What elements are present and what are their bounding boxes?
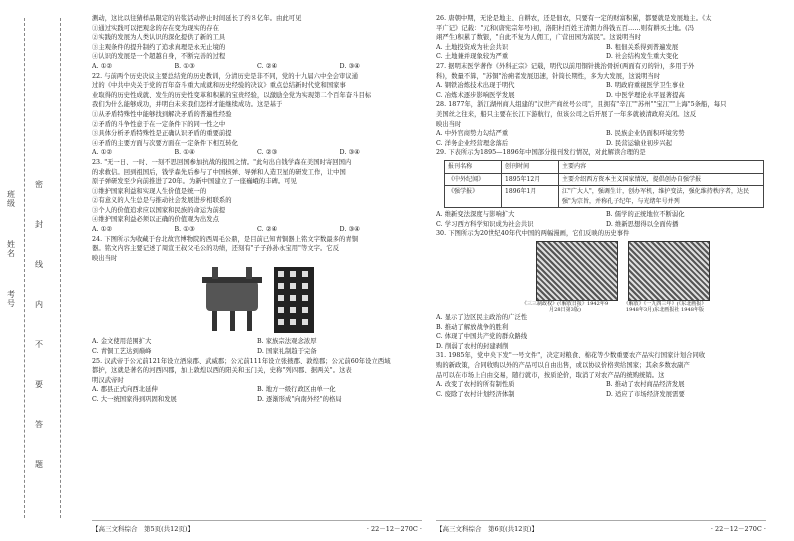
q31-line: 购的新政策，合同收购以外的产品可以自由出售，或以协议价格卖给国家；其余多数农副产 (436, 362, 690, 370)
option-c[interactable]: C. 冶炼术逐步影响医学发展 (436, 91, 515, 99)
option-c[interactable]: C. 青铜工艺达到巅峰 (92, 348, 152, 356)
q28-line: 映出当时 (436, 120, 462, 128)
option-a[interactable]: A. 改变了农村的所有制性质 (436, 381, 515, 389)
option-d[interactable]: D. 维新思想得以全面传播 (606, 220, 679, 228)
q29-line: 29. 下表所示为1895—1896年中国部分报刊发行情况，对此解读合理的是 (436, 149, 646, 157)
q28-line: 28. 1877年，浙江湖州商人组建的"汉世产商丝号公司"，且拥有"辛江""苏州""宝江""上海"5条船，每只 (436, 101, 727, 109)
margin-seal-5: 不 (35, 340, 43, 349)
q23-line: 23. "无一日、一时、一刻不思回国参加抗战的报国之情。"此句出自钱学森在美国时寄回国内 (92, 158, 352, 166)
bronze-ding-image (200, 267, 264, 333)
q23-stmt: ①维护国家利益和实现人生价值是统一的 (92, 187, 207, 195)
q21-line: 测动，这比以往猜样品限定的岩浆活动停止时间延长了约８亿年。由此可见 (92, 15, 302, 22)
cartoon-image-1 (536, 241, 618, 301)
q30-line: 30. 下图所示为20世纪40年代中国的两幅漫画，它们反映的历史事件 (436, 230, 630, 238)
q31-line: 31. 1985年，党中央下发"一号文件"，决定对粮食、棉花等少数重要农产品实行国家计划合同收 (436, 352, 706, 360)
page-6-column (436, 14, 776, 399)
q26-options (436, 43, 776, 62)
option-c[interactable]: C. 洋务企业经营理念落后 (436, 139, 509, 147)
q30-figures (536, 241, 776, 301)
page-6-footer (436, 520, 766, 533)
binding-margin (0, 0, 72, 541)
option-a[interactable]: A. 钢铁冶炼技术出现于明代 (436, 82, 515, 90)
table-row (445, 173, 764, 186)
q28-line: 美国丝之往来，船只主要在长江下游航行，但该公司之后开展了一年多就被清政府关闭。这反 (436, 110, 697, 118)
q26-line: 26. 唐朝中期，无论是地主、自耕农，还是佃农，只要有一定的财富积累，都要就是发展地主。《太 (436, 15, 712, 22)
q31-line: 品可以在市场上自由交易，随行就市，按质论价，取消了对农产品的统购统销。这 (436, 371, 665, 379)
option-c[interactable]: C. ②③ (257, 149, 278, 157)
option-b[interactable]: B. ①③ (174, 62, 195, 70)
option-a[interactable]: A. 土地投资成为社会共识 (436, 43, 509, 51)
page-6-code: · 22－12－270C · (710, 525, 766, 533)
margin-label-class: 班级 (7, 190, 15, 208)
margin-seal-6: 要 (35, 380, 43, 389)
margin-seal-2: 封 (35, 220, 43, 229)
page-5-column (92, 14, 422, 405)
q21-stmt: ②实践的发展为人类认识的深化提供了新的工具 (92, 34, 226, 42)
q25-line: 都护，这就是著名的河西四郡，加上敦煌以西的阳关和玉门关，史称"列四郡、据两关"。这表 (92, 367, 352, 375)
option-d[interactable]: D. 逐渐形成"向南外经"的格局 (257, 396, 342, 403)
q27-options (436, 81, 776, 100)
page-5-footer (92, 520, 422, 533)
q24-options (92, 337, 422, 356)
page-5-number: 【高三文科综合 第5页(共12页)】 (92, 525, 194, 533)
option-b[interactable]: B. 儒学的正统地位不断弱化 (606, 211, 685, 219)
option-c[interactable]: C. 大一统国家得到巩固和发展 (92, 396, 177, 403)
margin-dash-line (24, 18, 25, 518)
q23-line: 原子弹研发至少向前推进了20年。为新中国建立了一座巍峨的丰碑。可见 (92, 178, 297, 186)
table-cell: 主要介绍西方资本主义国家情况，提倡创办自强学报 (559, 173, 764, 186)
cartoon-image-2 (628, 241, 710, 301)
option-b[interactable]: B. 地方一级行政区由单一化 (257, 386, 336, 394)
option-c[interactable]: C. 废除了农村计划经济体制 (436, 390, 515, 398)
option-a[interactable]: A. 中外官商势力勾结严重 (436, 130, 509, 138)
cartoon-caption-2: 《解放》《一九四三年》(《东北画报》1948年3月)东北画报社 1948年版 (623, 301, 707, 314)
option-b[interactable]: B. 明政府重视医学卫生事业 (606, 82, 685, 90)
q26-line: 平广记》记载："元和(唐宪宗年号)初，洛阳村百姓王清佣力得钱五百……则有耕买土地。(冯 (436, 24, 694, 32)
option-a[interactable]: A. ①② (92, 226, 113, 234)
q22-line: 过的《中共中央关于党的百年奋斗重大成就和历史经验的决议》重点总结新时代党和国家事 (92, 82, 346, 90)
option-b[interactable]: B. 推动了农村商品经济发展 (606, 381, 685, 389)
margin-seal-7: 答 (35, 420, 43, 429)
q22-stmt: ④矛盾的主要方面与次要方面在一定条件下相互转化 (92, 139, 238, 147)
margin-dash-line (60, 18, 61, 518)
page-6-number: 【高三文科综合 第6页(共12页)】 (436, 525, 538, 533)
option-c[interactable]: C. ②④ (257, 226, 278, 234)
q31-options (436, 380, 776, 399)
option-c[interactable]: C. 土地兼并现象较为严重 (436, 53, 509, 61)
option-c[interactable]: C. ②④ (257, 62, 278, 70)
table-header-row (445, 160, 764, 173)
inscription-rubbing-image (274, 267, 314, 333)
option-d[interactable]: D. 中医学理论水平显著提高 (606, 91, 685, 99)
option-d[interactable]: D. ③④ (339, 149, 360, 157)
q30-option[interactable]: B. 推动了解放战争的胜利 (436, 323, 509, 331)
q24-figure (92, 265, 422, 335)
q24-line: 映出当时 (92, 254, 118, 262)
table-header: 报刊名称 (445, 160, 502, 173)
option-d[interactable]: D. 适应了市场经济发展需要 (606, 390, 685, 398)
q24-line: 24. 下图所示为收藏于台北故宫博物院的西周毛公鼎，是目前已知青铜器上铭文字数最多的青铜 (92, 235, 359, 243)
q26-line: 翊严生)积累了数银，"自此不复为人佣工，广营田园为富民"。这说明当时 (436, 34, 642, 42)
q23-options (92, 225, 422, 235)
q22-stmt: ①从矛盾特殊性中能够找到解决矛盾的普遍性经验 (92, 110, 232, 118)
q22-line: 22. 与前两个历史决议主要总结党的历史教训，分清历史是非不同，党的十九届六中全会审议通 (92, 72, 359, 80)
q22-line: 我们为什么能够成功，并明白未来我们怎样才能继续成功。这是基于 (92, 101, 283, 109)
q23-line: 的求救信。回到祖国后，钱学森先后参与了中国核弹、导弹和人造卫星的研发工作，让中国 (92, 168, 346, 176)
q22-stmt: ②矛盾的斗争性意于在一定条件下的同一性之中 (92, 120, 226, 128)
q23-stmt: ②有意义的人生总是与推动社会发展进步相联系的 (92, 197, 232, 205)
newspaper-table (444, 160, 764, 208)
table-cell: 《强学报》 (445, 186, 502, 208)
q28-options (436, 129, 776, 148)
option-a[interactable]: A. 郡县正式向西北延伸 (92, 386, 158, 394)
table-cell: 1896年1月 (502, 186, 559, 208)
margin-seal-4: 内 (35, 300, 43, 309)
margin-seal-1: 密 (35, 180, 43, 189)
table-cell: 《中外纪闻》 (445, 173, 502, 186)
table-cell: 1895年12月 (502, 173, 559, 186)
cartoon-caption-1: 《三三制政权》(《解放日报》1942年9月28日第3版) (521, 301, 609, 314)
option-b[interactable]: B. ①④ (174, 149, 195, 157)
q21-stmt: ③主观条件的提升制约了追求真理是永无止境的 (92, 43, 226, 51)
option-a[interactable]: A. ①② (92, 149, 113, 157)
q30-option[interactable]: A. 显示了边区民主政治的广泛性 (436, 314, 528, 322)
option-d[interactable]: D. 国家礼制趋于完备 (257, 348, 317, 356)
option-d[interactable]: D. ③④ (339, 62, 360, 70)
option-c[interactable]: C. 学习西方科学知识成为社会共识 (436, 220, 534, 228)
q30-captions (520, 301, 776, 313)
q22-line: 业取得的历史性成就、发生的历史性变革和积累的宝贵经验，以激励全党为实现第二个百年奋斗目标 (92, 91, 372, 99)
table-row (445, 186, 764, 208)
table-header: 创刊时间 (502, 160, 559, 173)
option-b[interactable]: B. ①③ (174, 226, 195, 234)
q23-stmt: ③个人的价值追求应以国家和民族的命运为前提 (92, 206, 226, 214)
option-b[interactable]: B. 民族企业仍面积环境劣势 (606, 130, 685, 138)
q22-options (92, 148, 422, 158)
q25-line: 明汉武帝时 (92, 376, 124, 384)
table-header: 主要内容 (559, 160, 764, 173)
option-a[interactable]: A. ①② (92, 62, 113, 70)
margin-label-name: 姓名 (7, 240, 15, 258)
margin-label-id: 考号 (7, 290, 15, 308)
q21-stmt: ④认识的发展是一个超越自身，不断完善的过程 (92, 53, 226, 61)
q21-options (92, 62, 422, 72)
option-a[interactable]: A. 金文使用范围扩大 (92, 338, 152, 346)
q22-stmt: ③具体分析矛盾特殊性是正确认识矛盾的重要前提 (92, 130, 232, 138)
q30-option[interactable]: C. 体现了中国共产党的群众路线 (436, 333, 528, 341)
q21-stmt: ①通过实践可以把观念的存在变为现实的存在 (92, 24, 219, 32)
option-b[interactable]: B. 家族宗法观念浓厚 (257, 338, 317, 346)
option-b[interactable]: B. 租佃关系得到普遍发展 (606, 43, 679, 51)
q27-line: 27. 据明末医学著作《外科正宗》记载，明代以前用铜针挑治骨折(两面有刃的针)，多用于外 (436, 62, 695, 70)
option-a[interactable]: A. 维新变法深度与影响扩大 (436, 211, 515, 219)
q29-options (436, 210, 776, 229)
margin-seal-3: 线 (35, 260, 43, 269)
q25-options (92, 385, 422, 404)
q27-line: 科)，数量不算，"苏铜"治痈者发展迅速，针筒长期性，多为大发展，这说明当时 (436, 72, 661, 80)
q25-line: 25. 汉武帝于公元前121年设立酒泉郡、武威郡；公元前111年设立张掖郡、敦煌郡；公元前60年设立西域 (92, 357, 391, 365)
option-d[interactable]: D. ③④ (339, 226, 360, 234)
page-5-code: · 22－12－270C · (366, 525, 422, 533)
option-d[interactable]: D. 民营运输业初步兴起 (606, 139, 673, 147)
q24-line: 器。铭文内容主要记述了周宣王叔父毛公的功绩，还刻有"子子孙孙永宝用"等文字。它反 (92, 245, 340, 253)
q23-stmt: ④维护国家利益必须以正确的价值观为出发点 (92, 216, 219, 224)
option-d[interactable]: D. 社会结构发生重大变化 (606, 53, 679, 61)
table-cell: 江"广大人"，强调生计，创办军机，维护变法，强化维持秩序者，达民强"为宗旨，并称孔子纪年，与光绪年号并列 (559, 186, 764, 208)
margin-seal-8: 题 (35, 460, 43, 469)
q30-option[interactable]: D. 削弱了农村的封建剥削 (436, 342, 509, 350)
